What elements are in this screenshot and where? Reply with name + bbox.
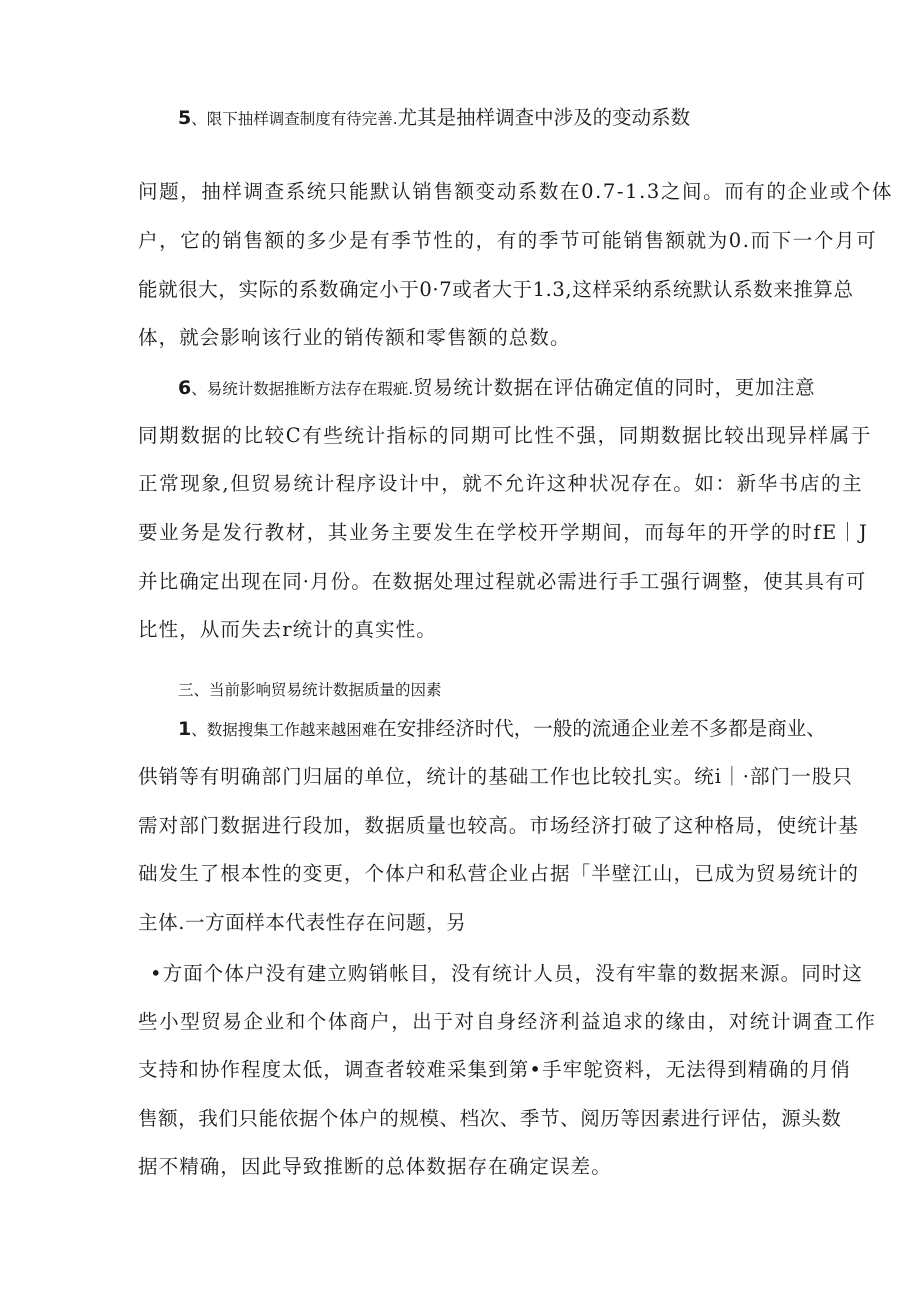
- section-5-line: 户，它的销售额的多少是有季节性的，有的季节可能销售额就为0.而下一个月可: [138, 229, 878, 252]
- section-1-number: 1: [178, 718, 192, 740]
- part-3-title: 三、当前影响贸易统计数据质量的因素: [178, 681, 442, 699]
- section-5-heading-line: [178, 106, 690, 131]
- section-6-line: 并比确定出现在同·月份。在数据处理过程就必需进行手工强行调整，使其具有可: [138, 570, 867, 593]
- section-6-lead: 贸易统计数据在评估确定值的同时，更加注意: [413, 376, 816, 399]
- section-1-heading-line: [178, 717, 826, 742]
- section-1-line: 主体.一方面样本代表性存在问题，另: [138, 911, 467, 934]
- section-6-number: 6: [178, 377, 192, 399]
- section-5-line: 能就很大，实际的系数确定小于0·7或者大于1.3,这样采纳系统默认系数来推算总: [138, 278, 854, 301]
- section-5-line: 问题，抽样调查系统只能默认销售额变动系数在0.7-1.3之间。而有的企业或个体: [138, 180, 894, 203]
- section-1-lead: 在安排经济时代，一般的流通企业差不多都是商业、: [377, 717, 826, 740]
- section-6-line: 要业务是发行教材，其业务主要发生在学校开学期间，而每年的开学的时fE｜J: [138, 521, 869, 544]
- section-5-lead: 尤其是抽样调查中涉及的变动系数: [397, 106, 691, 129]
- section-5-heading: 、限下抽样调查制度有待完善.: [191, 110, 398, 128]
- section-5-line: 体，就会影响该行业的销传额和零售额的总数。: [138, 326, 571, 349]
- section-1-continuation-line: 售额，我们只能依据个体户的规模、档次、季节、阅历等因素进行评估，源头数: [138, 1107, 842, 1130]
- section-6-line: 比性，从而失去r统计的真实性。: [138, 618, 437, 641]
- section-1-line: 础发生了根本性的变更，个体户和私营企业占据「半壁江山，已成为贸易统计的: [138, 862, 860, 885]
- section-1-line: 需对部门数据进行段加，数据质量也较高。市场经济打破了这种格局，使统计基: [138, 814, 860, 837]
- section-1-continuation-line: 些小型贸易企业和个体商户，出于对自身经济利益追求的缘由，对统计调査工作: [138, 1010, 877, 1033]
- section-6-line: 同期数据的比较C有些统计指标的同期可比性不强，同期数据比较出现异样属于: [138, 424, 872, 447]
- section-1-continuation-line: 据不精确，因此导致推断的总体数据存在确定误差。: [138, 1155, 612, 1178]
- section-1-continuation-line: •方面个体户没有建立购销帐目，没有统计人员，没有牢靠的数据来源。同时这: [150, 962, 864, 985]
- section-5-number: 5: [178, 107, 192, 129]
- section-1-continuation-line: 支持和协作程度太低，调查者较难采集到第•手牢鸵资料，无法得到精确的月俏: [138, 1058, 852, 1081]
- section-1-heading: 、数据搜集工作越来越困难: [191, 721, 378, 739]
- section-1-line: 供销等有明确部门归届的单位，统计的基础工作也比较扎实。统i｜·部门一股只: [138, 765, 854, 788]
- section-6-heading: 、易统计数据推断方法存在瑕疵.: [191, 380, 414, 398]
- section-6-line: 正常现象,但贸易统计程序设计中，就不允许这种状况存在。如：新华书店的主: [138, 472, 864, 495]
- section-6-heading-line: [178, 376, 815, 401]
